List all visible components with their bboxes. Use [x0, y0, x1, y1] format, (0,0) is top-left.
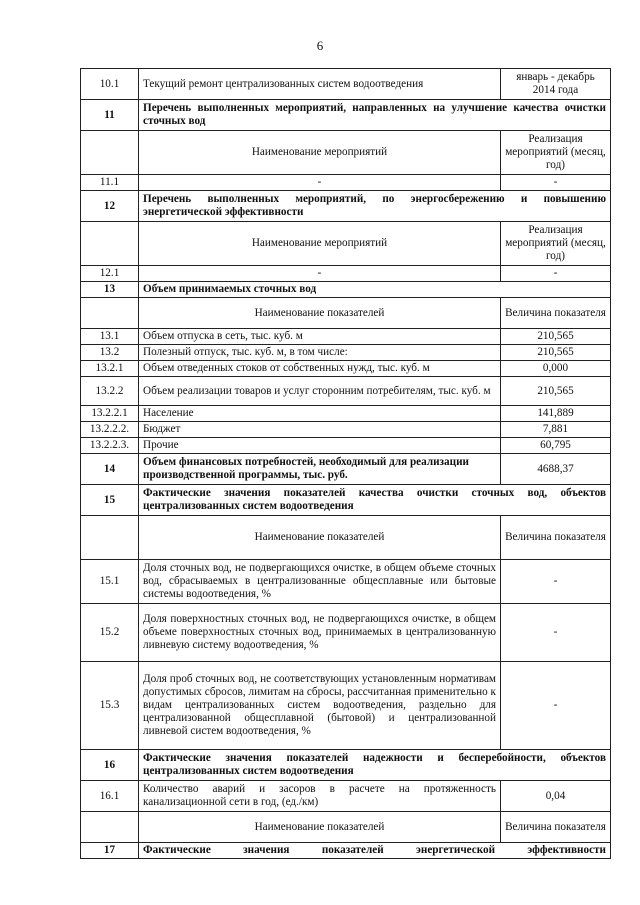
column-header-value: Величина показателя — [501, 812, 611, 843]
section-number: 16 — [81, 750, 139, 781]
column-header-name: Наименование мероприятий — [139, 131, 501, 175]
section-number: 11 — [81, 100, 139, 131]
row-value: - — [501, 266, 611, 282]
row-value: 210,565 — [501, 345, 611, 361]
section-row — [81, 191, 611, 222]
table-row — [81, 329, 611, 345]
row-number: 13.1 — [81, 329, 139, 345]
section-row — [81, 843, 611, 859]
row-text: Количество аварий и засоров в расчете на протяженность канализационной сети в год, (ед./км) — [139, 781, 501, 812]
row-text: Бюджет — [139, 422, 501, 438]
row-text: Доля проб сточных вод, не соответствующих установленным нормативам допустимых сбросов, лимитам на сбросы, рассчитанная применительно к видам централизованных систем водоотведения, раздельно для централизованной общесплавной (бытовой) и централизованной ливневой систем водоотведения, % — [139, 662, 501, 750]
row-number: 13.2 — [81, 345, 139, 361]
row-text: Население — [139, 406, 501, 422]
table-row — [81, 345, 611, 361]
header-row — [81, 222, 611, 266]
row-value: - — [501, 662, 611, 750]
row-value: - — [501, 560, 611, 604]
column-header-value: Реализация мероприятий (месяц, год) — [501, 131, 611, 175]
row-number: 15.3 — [81, 662, 139, 750]
table-row — [81, 422, 611, 438]
column-header-value: Величина показателя — [501, 516, 611, 560]
section-number: 13 — [81, 282, 139, 298]
column-header-value: Реализация мероприятий (месяц, год) — [501, 222, 611, 266]
row-value: 0,04 — [501, 781, 611, 812]
row-number: 13.2.2.3. — [81, 438, 139, 454]
table-row — [81, 454, 611, 485]
section-title: Фактические значения показателей качества очистки сточных вод, объектов централизованных систем водоотведения — [139, 485, 611, 516]
row-number: 15.1 — [81, 560, 139, 604]
section-title: Фактические значения показателей энергетической эффективности — [139, 843, 611, 859]
row-text: - — [139, 175, 501, 191]
table-row — [81, 175, 611, 191]
section-number: 17 — [81, 843, 139, 859]
column-header-name: Наименование показателей — [139, 516, 501, 560]
row-number: 16.1 — [81, 781, 139, 812]
section-number: 12 — [81, 191, 139, 222]
table-row — [81, 361, 611, 377]
section-row — [81, 750, 611, 781]
section-number: 15 — [81, 485, 139, 516]
table-row — [81, 604, 611, 662]
header-row — [81, 812, 611, 843]
table-row — [81, 662, 611, 750]
column-header-name: Наименование показателей — [139, 812, 501, 843]
row-text: - — [139, 266, 501, 282]
table-row — [81, 406, 611, 422]
header-row — [81, 516, 611, 560]
table-row — [81, 377, 611, 406]
row-value: 4688,37 — [501, 454, 611, 485]
row-number: 13.2.2 — [81, 377, 139, 406]
column-header-name: Наименование показателей — [139, 298, 501, 329]
row-number: 12.1 — [81, 266, 139, 282]
row-text: Доля сточных вод, не подвергающихся очистке, в общем объеме сточных вод, сбрасываемых в централизованные общесплавные или бытовые системы водоотведения, % — [139, 560, 501, 604]
row-value: 210,565 — [501, 377, 611, 406]
header-row — [81, 298, 611, 329]
section-title: Перечень выполненных мероприятий, по энергосбережению и повышению энергетической эффективности — [139, 191, 611, 222]
row-value: - — [501, 604, 611, 662]
row-number: 11.1 — [81, 175, 139, 191]
section-title: Объем принимаемых сточных вод — [139, 282, 611, 298]
row-value: январь - декабрь 2014 года — [501, 69, 611, 100]
section-title: Перечень выполненных мероприятий, направленных на улучшение качества очистки сточных вод — [139, 100, 611, 131]
section-row — [81, 485, 611, 516]
table-row — [81, 69, 611, 100]
row-number: 13.2.2.2. — [81, 422, 139, 438]
section-row — [81, 100, 611, 131]
row-value: 141,889 — [501, 406, 611, 422]
program-table — [80, 68, 611, 859]
row-text: Объем отпуска в сеть, тыс. куб. м — [139, 329, 501, 345]
header-row — [81, 131, 611, 175]
row-text: Полезный отпуск, тыс. куб. м, в том числе: — [139, 345, 501, 361]
row-number: 10.1 — [81, 69, 139, 100]
column-header-name: Наименование мероприятий — [139, 222, 501, 266]
row-value: 210,565 — [501, 329, 611, 345]
row-number: 13.2.1 — [81, 361, 139, 377]
row-value: 60,795 — [501, 438, 611, 454]
row-number: 15.2 — [81, 604, 139, 662]
section-title: Фактические значения показателей надежности и бесперебойности, объектов централизованных систем водоотведения — [139, 750, 611, 781]
row-number: 13.2.2.1 — [81, 406, 139, 422]
row-text: Объем финансовых потребностей, необходимый для реализации производственной программы, тыс. руб. — [139, 454, 501, 485]
table-row — [81, 560, 611, 604]
row-value: - — [501, 175, 611, 191]
row-text: Доля поверхностных сточных вод, не подвергающихся очистке, в общем объеме поверхностных сточных вод, принимаемых в централизованную ливневую систему водоотведения, % — [139, 604, 501, 662]
row-text: Объем отведенных стоков от собственных нужд, тыс. куб. м — [139, 361, 501, 377]
table-row — [81, 781, 611, 812]
table-row — [81, 266, 611, 282]
row-value: 0,000 — [501, 361, 611, 377]
row-text: Прочие — [139, 438, 501, 454]
section-row — [81, 282, 611, 298]
row-text: Объем реализации товаров и услуг сторонним потребителям, тыс. куб. м — [139, 377, 501, 406]
table-row — [81, 438, 611, 454]
row-value: 7,881 — [501, 422, 611, 438]
row-text: Текущий ремонт централизованных систем водоотведения — [139, 69, 501, 100]
column-header-value: Величина показателя — [501, 298, 611, 329]
page-number: 6 — [316, 38, 324, 53]
row-number: 14 — [81, 454, 139, 485]
